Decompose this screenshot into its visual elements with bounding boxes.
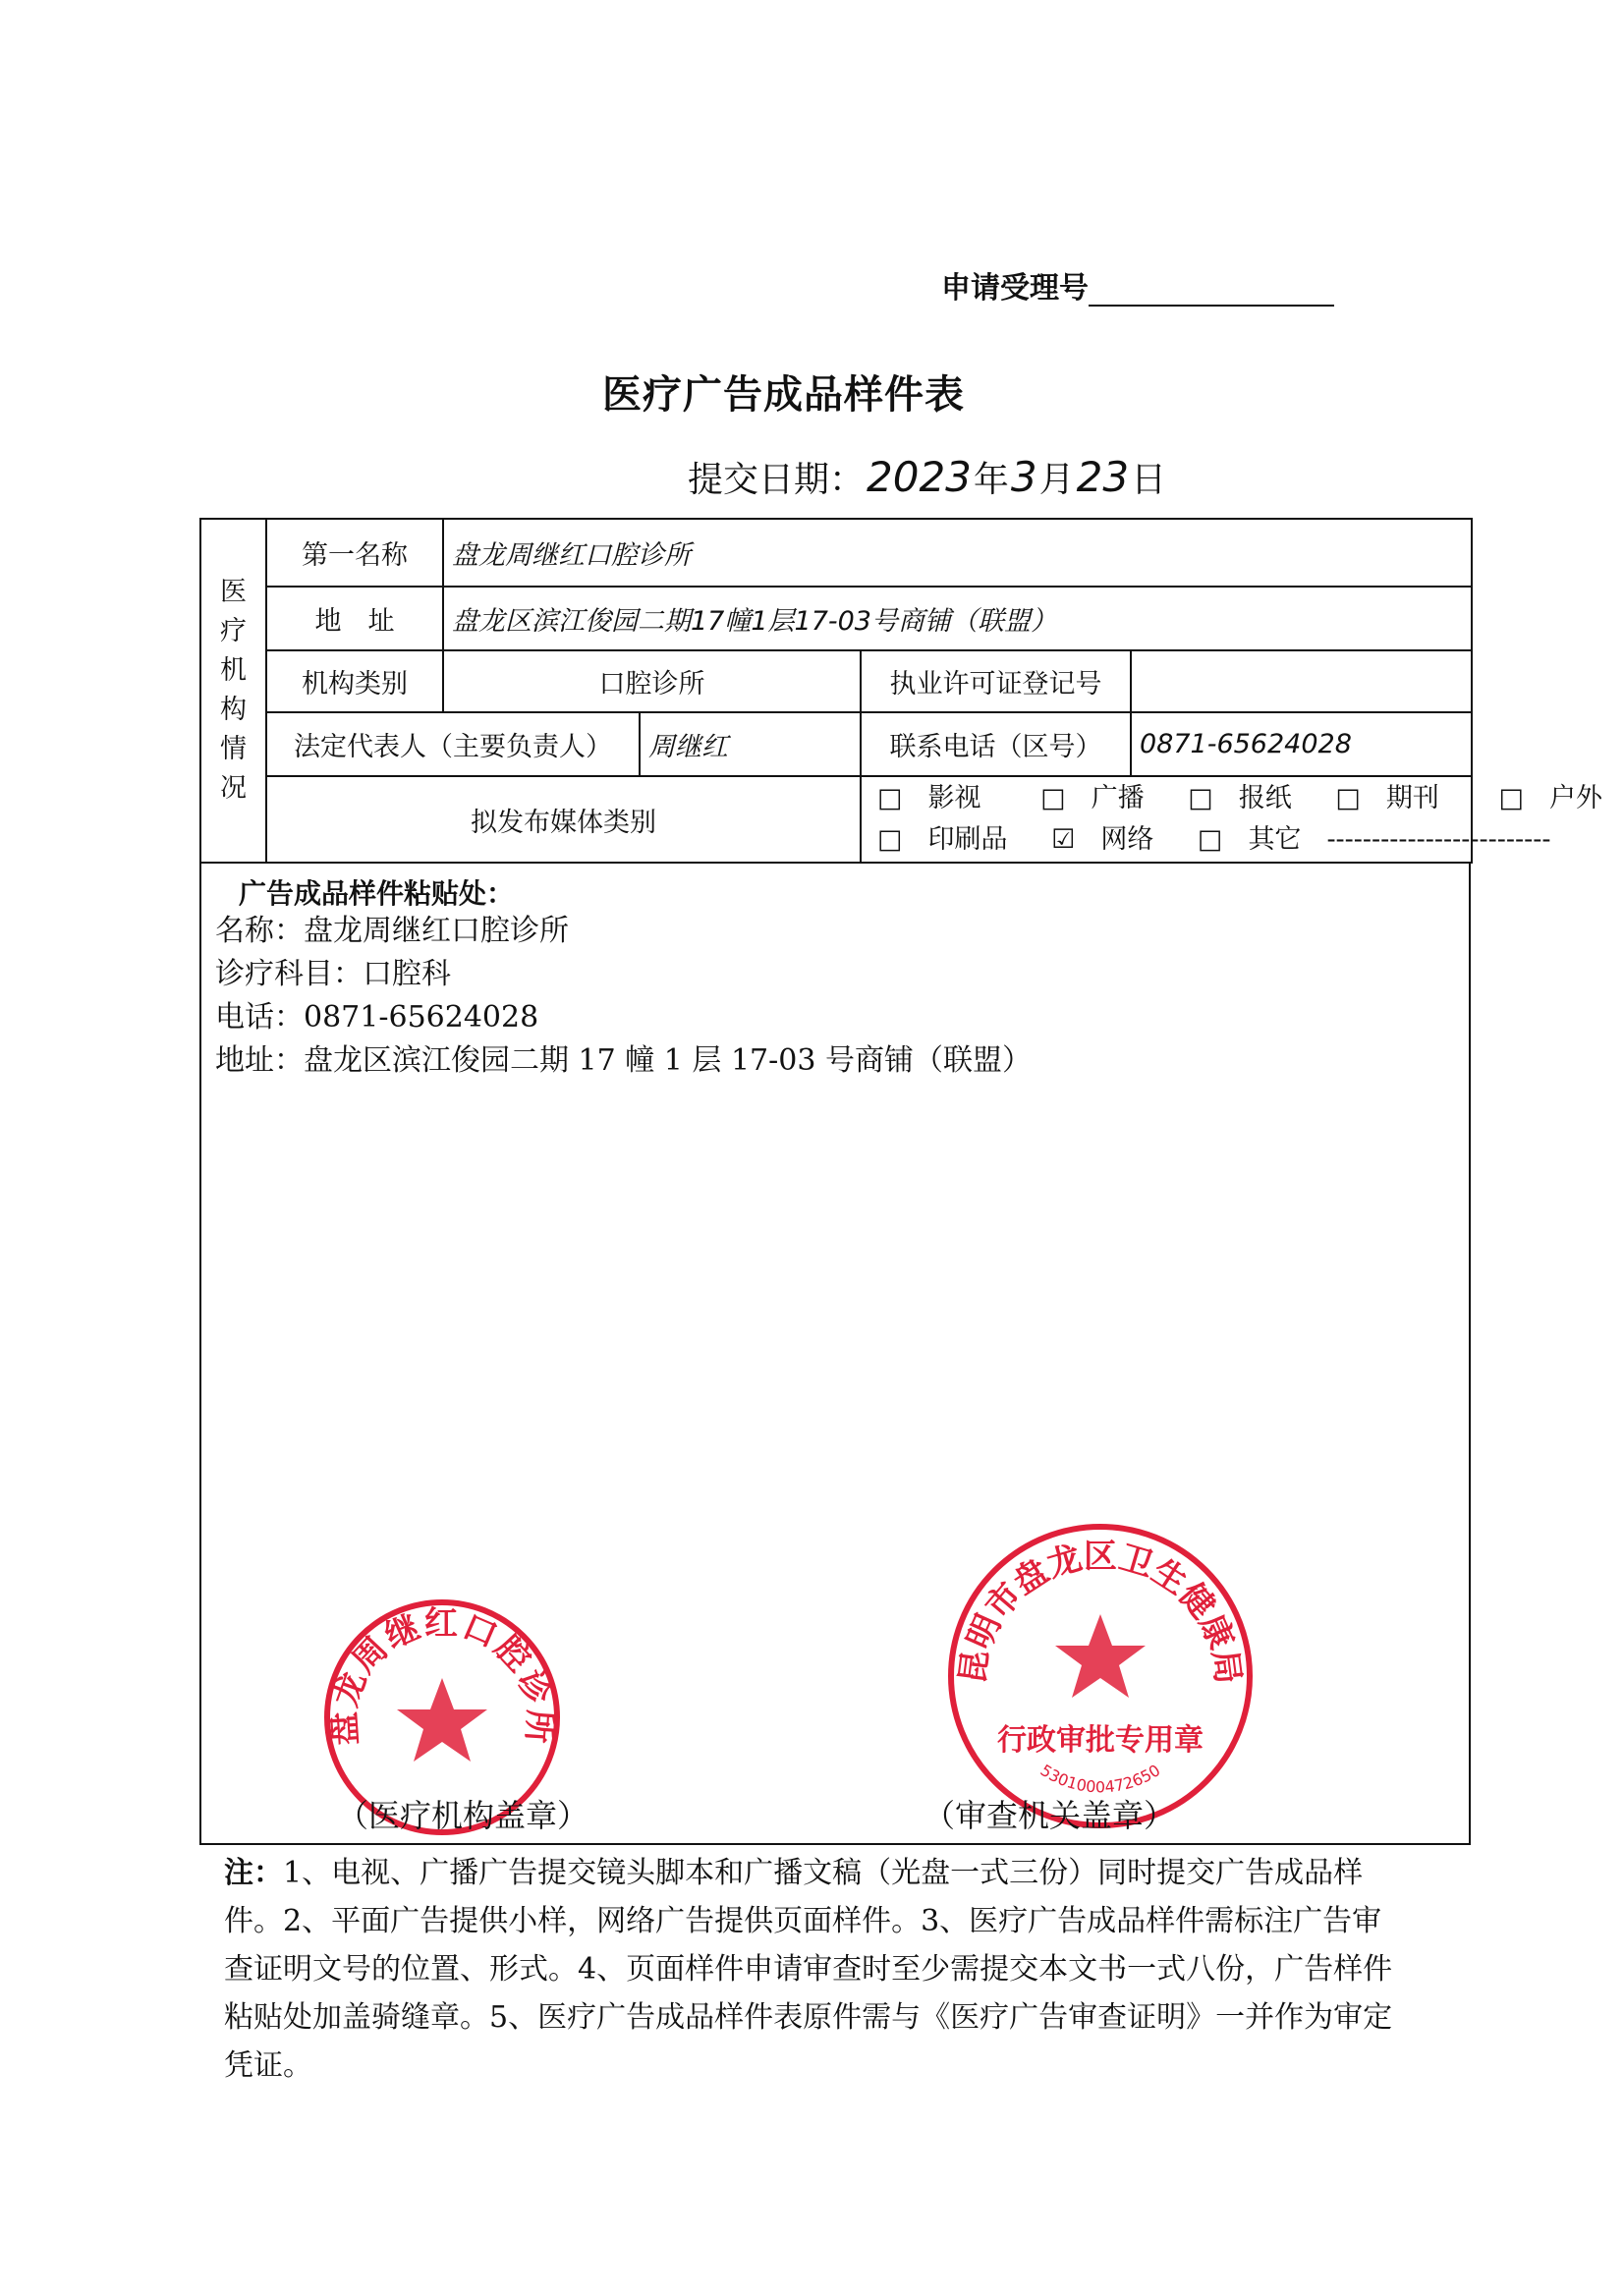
authority-seal-text: 昆明市盘龙区卫生健康局 <box>953 1537 1248 1687</box>
clinic-seal-caption: （医疗机构盖章） <box>337 1797 589 1834</box>
institution-form-table <box>199 518 1602 864</box>
section-char: 医 <box>220 577 247 607</box>
media-option-film[interactable]: □ 影视 <box>877 783 981 813</box>
phone-value[interactable]: 0871-65624028 <box>1131 712 1472 776</box>
authority-seal-code: 5301000472650 <box>1036 1761 1164 1797</box>
license-label: 执业许可证登记号 <box>861 650 1131 712</box>
authority-seal <box>948 1524 1253 1828</box>
application-number <box>941 263 1334 307</box>
checkbox-icon: □ <box>1498 783 1524 813</box>
media-option-radio[interactable]: □ 广播 <box>1040 783 1145 813</box>
name-value[interactable]: 盘龙周继红口腔诊所 <box>443 519 1472 587</box>
year-unit: 年 <box>973 460 1009 500</box>
address-label: 地 址 <box>266 587 443 650</box>
phone-label: 联系电话（区号） <box>861 712 1131 776</box>
checkbox-icon: □ <box>877 824 903 855</box>
notes-text: 1、电视、广播广告提交镜头脚本和广播文稿（光盘一式三份）同时提交广告成品样件。2、平面广告提供小样，网络广告提供页面样件。3、医疗广告成品样件需标注广告审查证明文号的位置、形式。4、页面样件申请审查时至少需提交本文书一式八份，广告样件粘贴处加盖骑缝章。5、医疗广告成品样件表原件需与《医疗广告审查证明》一并作为审定凭证。 <box>224 1856 1393 2083</box>
sample-line: 地址：盘龙区滨江俊园二期 17 幢 1 层 17-03 号商铺（联盟） <box>215 1043 1032 1078</box>
media-option-newspaper[interactable]: □ 报纸 <box>1188 783 1292 813</box>
clinic-seal-text: 盘龙周继红口腔诊所 <box>324 1603 560 1747</box>
media-row-1 <box>877 778 1602 819</box>
notes-heading: 注： <box>224 1856 283 1890</box>
institution-section-label <box>200 519 266 863</box>
authority-seal-graphic <box>948 1524 1253 1828</box>
section-char: 构 <box>220 695 247 725</box>
paste-area-label: 广告成品样件粘贴处： <box>239 877 515 910</box>
media-options <box>861 776 1602 863</box>
checkbox-icon: □ <box>1040 783 1066 813</box>
application-number-label: 申请受理号 <box>941 271 1089 306</box>
checkbox-icon: □ <box>1197 824 1223 855</box>
sample-paste-area <box>199 863 1471 1845</box>
sample-content <box>215 910 1032 1083</box>
authority-seal-caption: （审查机关盖章） <box>924 1797 1176 1834</box>
other-blank-line: ------------------------- <box>1326 824 1551 855</box>
media-option-print[interactable]: □ 印刷品 <box>877 824 1008 855</box>
checkbox-icon: □ <box>1188 783 1213 813</box>
media-option-network[interactable]: ☑ 网络 <box>1051 824 1154 855</box>
section-char: 况 <box>220 773 247 804</box>
media-option-periodical[interactable]: □ 期刊 <box>1335 783 1439 813</box>
media-option-other[interactable]: □ 其它 ------------------------- <box>1197 824 1551 855</box>
category-value[interactable]: 口腔诊所 <box>443 650 861 712</box>
notes <box>224 1849 1403 2090</box>
document-title: 医疗广告成品样件表 <box>602 371 965 418</box>
address-value[interactable]: 盘龙区滨江俊园二期17幢1层17-03号商铺（联盟） <box>443 587 1472 650</box>
sample-line: 电话：0871-65624028 <box>215 1000 539 1035</box>
submit-date-day: 23 <box>1076 453 1130 501</box>
day-unit: 日 <box>1131 460 1167 500</box>
category-label: 机构类别 <box>266 650 443 712</box>
media-option-outdoor[interactable]: □ 户外 <box>1498 783 1602 813</box>
application-number-blank[interactable] <box>1089 275 1334 307</box>
sample-line: 名称：盘龙周继红口腔诊所 <box>215 914 569 948</box>
media-label: 拟发布媒体类别 <box>266 776 861 863</box>
star-icon <box>1055 1614 1146 1698</box>
submit-date-year: 2023 <box>867 453 972 501</box>
submit-date-label: 提交日期： <box>688 460 866 500</box>
checkbox-icon: □ <box>877 783 903 813</box>
month-unit: 月 <box>1038 460 1075 500</box>
name-label: 第一名称 <box>266 519 443 587</box>
checkbox-icon: □ <box>1335 783 1361 813</box>
section-char: 情 <box>220 734 247 764</box>
checked-checkbox-icon: ☑ <box>1051 824 1076 855</box>
section-char: 疗 <box>220 616 247 646</box>
license-value[interactable] <box>1131 650 1472 712</box>
submit-date-month: 3 <box>1010 453 1037 501</box>
authority-seal-inner-text: 行政审批专用章 <box>997 1723 1204 1758</box>
submit-date <box>688 452 1166 502</box>
star-icon <box>397 1678 487 1762</box>
sample-line: 诊疗科目：口腔科 <box>215 957 451 991</box>
legal-rep-value[interactable]: 周继红 <box>640 712 861 776</box>
section-char: 机 <box>220 655 247 686</box>
legal-rep-label: 法定代表人（主要负责人） <box>266 712 640 776</box>
media-row-2 <box>877 819 1551 861</box>
